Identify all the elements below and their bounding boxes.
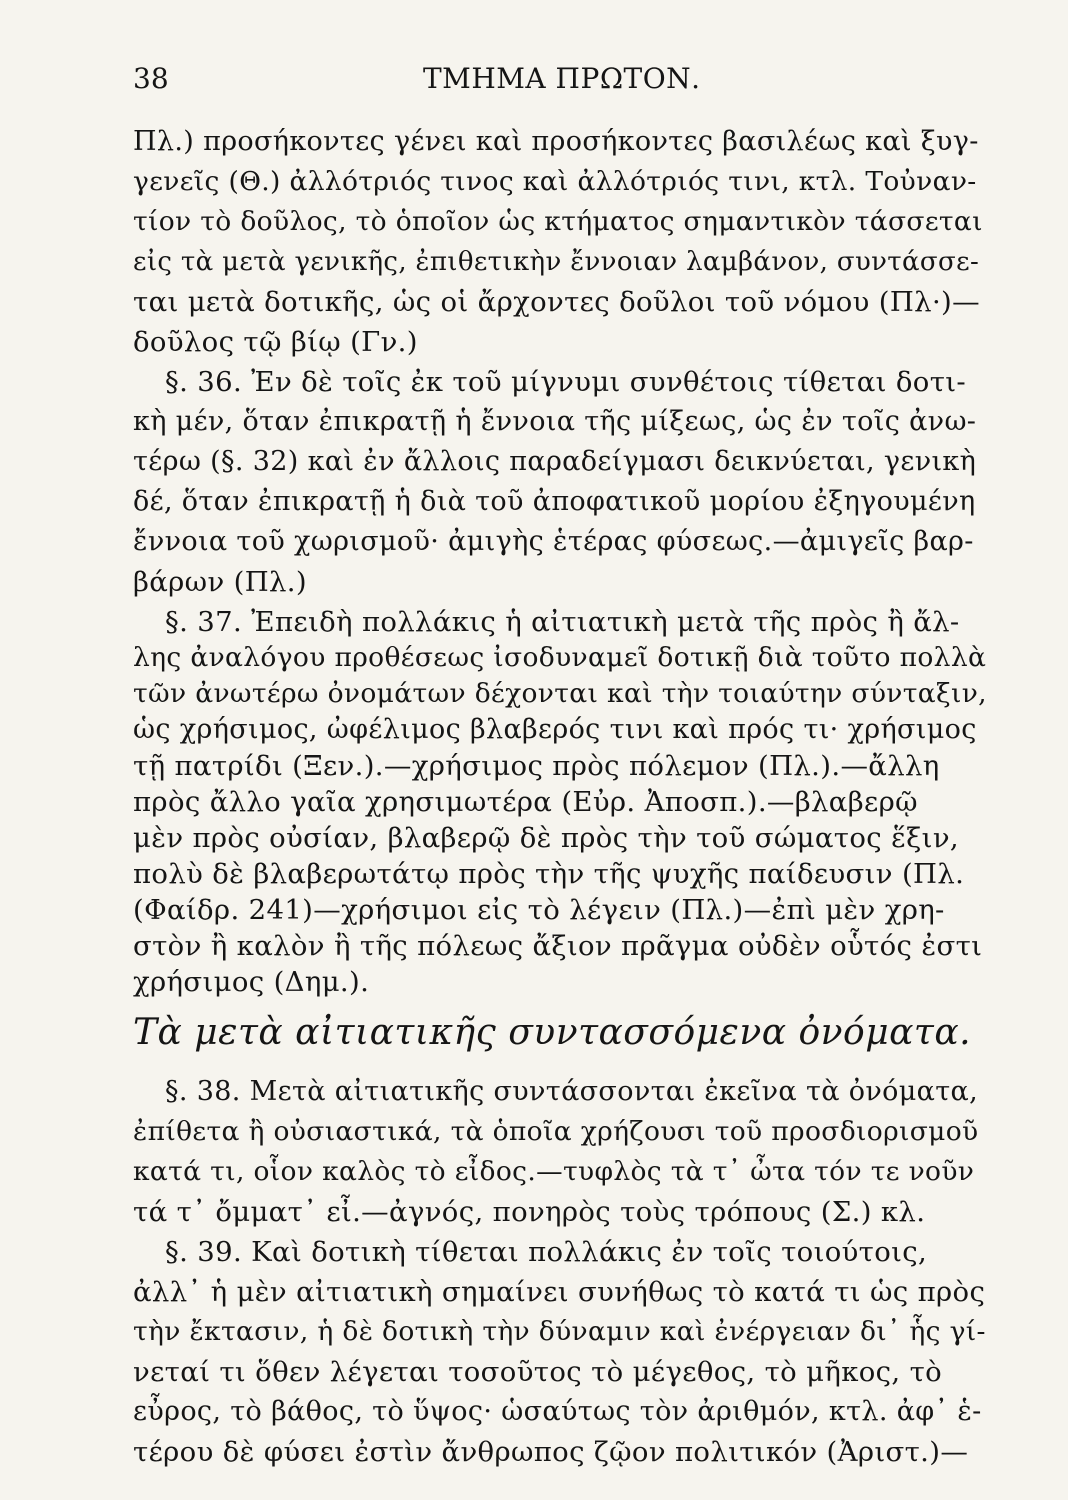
section-heading: Τὰ μετὰ αἰτιατικῆς συντασσόμενα ὀνόματα. — [133, 1012, 972, 1053]
text-line: ται μετὰ δοτικῆς, ὡς οἱ ἄρχοντες δοῦλοι τοῦ νόμου (Πλ·)— — [133, 286, 980, 318]
text-line: χρήσιμος (Δημ.). — [133, 966, 370, 998]
text-line: κὴ μέν, ὅταν ἐπικρατῇ ἡ ἔννοια τῆς μίξεως, ὡς ἐν τοῖς ἀνω- — [133, 406, 977, 437]
text-line: τῶν ἀνωτέρω ὀνομάτων δέχονται καὶ τὴν τοιαύτην σύνταξιν, — [133, 678, 987, 709]
text-line: τά τ᾽ ὄμματ᾽ εἶ.—ἀγνός, πονηρὸς τοὺς τρόπους (Σ.) κλ. — [133, 1196, 926, 1228]
text-line: ἔννοια τοῦ χωρισμοῦ· ἀμιγὴς ἑτέρας φύσεως.—ἀμιγεῖς βαρ- — [133, 526, 974, 557]
text-line: §. 36. Ἐν δὲ τοῖς ἐκ τοῦ μίγνυμι συνθέτοις τίθεται δοτι- — [165, 366, 967, 398]
running-title: ΤΜΗΜΑ ΠΡΩΤΟΝ. — [423, 62, 701, 95]
text-line: δοῦλος τῷ βίῳ (Γν.) — [133, 326, 418, 358]
text-line: τέρου δὲ φύσει ἐστὶν ἄνθρωπος ζῷον πολιτικόν (Ἀριστ.)— — [133, 1436, 969, 1468]
text-line: δέ, ὅταν ἐπικρατῇ ἡ διὰ τοῦ ἀποφατικοῦ μορίου ἐξηγουμένη — [133, 486, 976, 517]
text-line: εὖρος, τὸ βάθος, τὸ ὕψος· ὡσαύτως τὸν ἀριθμόν, κτλ. ἀφ᾽ ἑ- — [133, 1396, 982, 1427]
text-line: §. 37. Ἐπειδὴ πολλάκις ἡ αἰτιατικὴ μετὰ τῆς πρὸς ἢ ἄλ- — [165, 606, 960, 638]
page-number: 38 — [133, 62, 169, 95]
text-line: ὡς χρήσιμος, ὠφέλιμος βλαβερός τινι καὶ πρός τι· χρήσιμος — [133, 714, 977, 745]
text-line: τίον τὸ δοῦλος, τὸ ὁποῖον ὡς κτήματος σημαντικὸν τάσσεται — [133, 206, 983, 237]
page-header — [133, 62, 988, 102]
text-line: (Φαίδρ. 241)—χρήσιμοι εἰς τὸ λέγειν (Πλ.)—ἐπὶ μὲν χρη- — [133, 894, 945, 926]
text-line: λης ἀναλόγου προθέσεως ἰσοδυναμεῖ δοτικῇ διὰ τοῦτο πολλὰ — [133, 642, 987, 673]
text-line: ἐπίθετα ἢ οὐσιαστικά, τὰ ὁποῖα χρήζουσι τοῦ προσδιορισμοῦ — [133, 1116, 979, 1147]
text-line: τὴν ἔκτασιν, ἡ δὲ δοτικὴ τὴν δύναμιν καὶ ἐνέργειαν δι᾽ ἧς γί- — [133, 1316, 986, 1347]
text-line: κατά τι, οἷον καλὸς τὸ εἶδος.—τυφλὸς τὰ τ᾽ ὦτα τόν τε νοῦν — [133, 1156, 975, 1187]
text-line: γενεῖς (Θ.) ἀλλότριός τινος καὶ ἀλλότριός τινι, κτλ. Τοὐναν- — [133, 166, 977, 197]
text-line: πολὺ δὲ βλαβερωτάτῳ πρὸς τὴν τῆς ψυχῆς παίδευσιν (Πλ. — [133, 858, 965, 890]
text-line: μὲν πρὸς οὐσίαν, βλαβερῷ δὲ πρὸς τὴν τοῦ σώματος ἕξιν, — [133, 822, 959, 854]
text-line: ἀλλ᾽ ἡ μὲν αἰτιατικὴ σημαίνει συνήθως τὸ κατά τι ὡς πρὸς — [133, 1276, 986, 1308]
text-line: εἰς τὰ μετὰ γενικῆς, ἐπιθετικὴν ἔννοιαν λαμβάνον, συντάσσε- — [133, 247, 980, 277]
text-line: στὸν ἢ καλὸν ἢ τῆς πόλεως ἄξιον πρᾶγμα οὐδὲν οὗτός ἐστι — [133, 930, 983, 962]
text-line: §. 39. Καὶ δοτικὴ τίθεται πολλάκις ἐν τοῖς τοιούτοις, — [165, 1236, 928, 1268]
text-line: §. 38. Μετὰ αἰτιατικῆς συντάσσονται ἐκεῖνα τὰ ὀνόματα, — [165, 1076, 979, 1107]
text-line: τέρω (§. 32) καὶ ἐν ἄλλοις παραδείγμασι δεικνύεται, γενικὴ — [133, 446, 977, 477]
text-line: βάρων (Πλ.) — [133, 566, 307, 598]
text-line: τῇ πατρίδι (Ξεν.).—χρήσιμος πρὸς πόλεμον (Πλ.).—ἄλλη — [133, 750, 940, 782]
text-line: Πλ.) προσήκοντες γένει καὶ προσήκοντες βασιλέως καὶ ξυγ- — [133, 126, 979, 157]
text-line: πρὸς ἄλλο γαῖα χρησιμωτέρα (Εὐρ. Ἀποσπ.).—βλαβερῷ — [133, 786, 918, 818]
text-line: νεταί τι ὅθεν λέγεται τοσοῦτος τὸ μέγεθος, τὸ μῆκος, τὸ — [133, 1356, 943, 1388]
